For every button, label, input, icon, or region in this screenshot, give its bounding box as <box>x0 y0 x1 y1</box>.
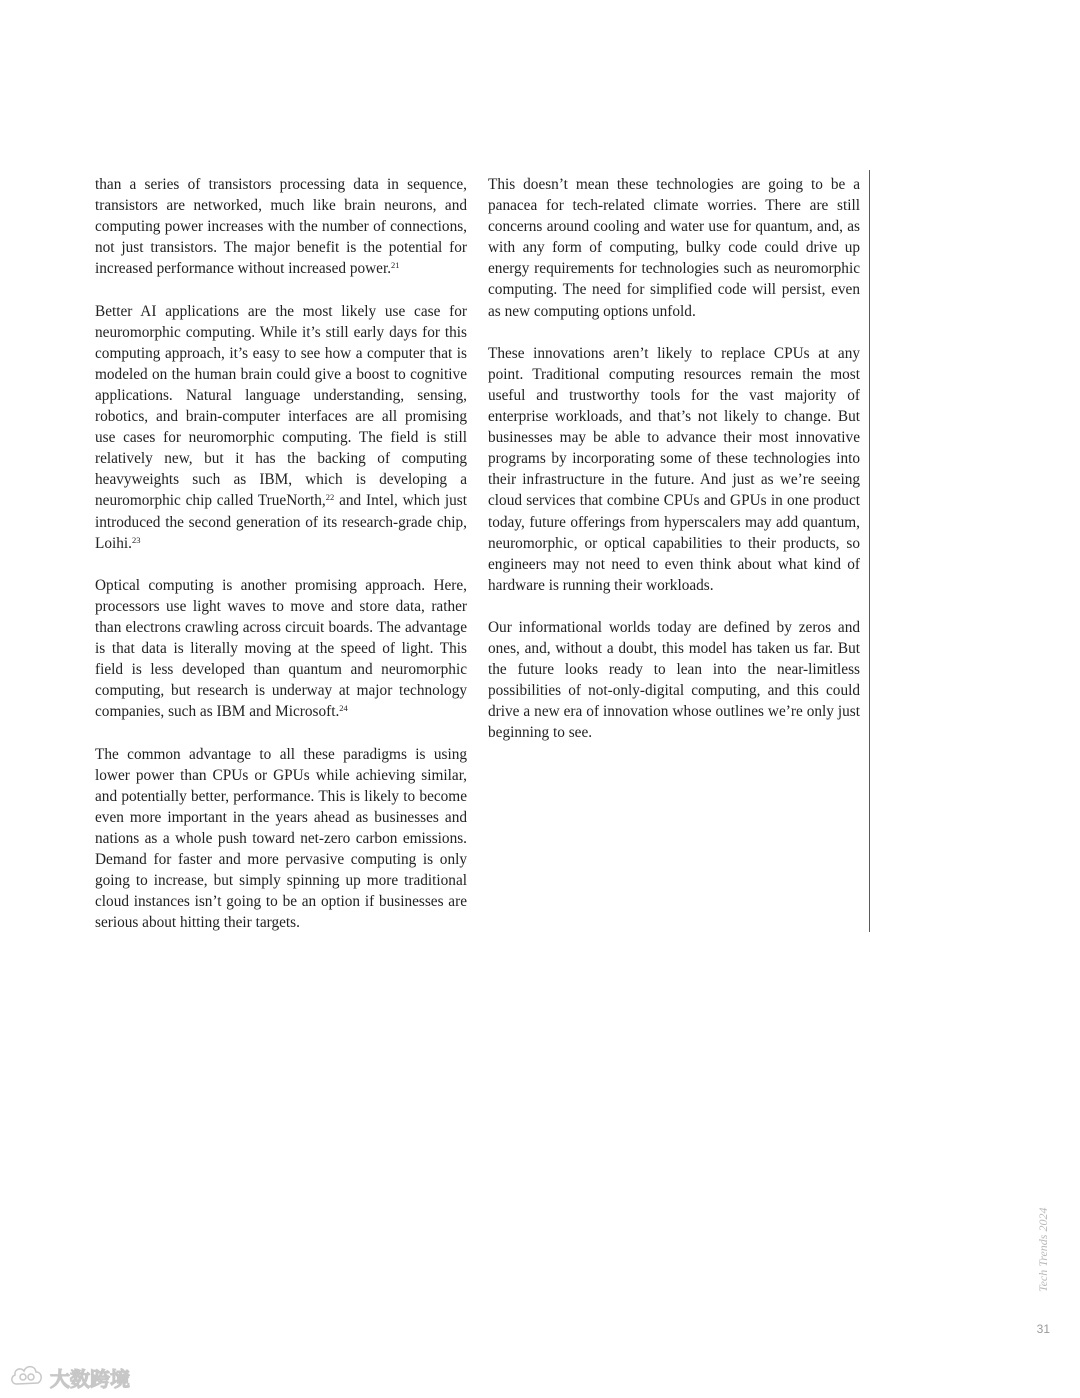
paragraph-optical-computing: Optical computing is another promising approach. Here, processors use light waves to move and store data, rather than electrons crawling across circuit boards. The advantage is that data is literally moving at the speed of light. This field is less developed than quantum and neuromorphic computing, but research is underway at major technology companies, such as IBM and Microsoft.$^{24}$ <box>95 576 467 721</box>
column-rule <box>869 170 870 932</box>
paragraph-ai-applications: Better AI applications are the most likely use case for neuromorphic computing. While it’s still early days for this computing approach, it’s easy to see how a computer that is modeled on the human brain could give a boost to cognitive applications. Natural language understanding, sensing, robotics, and brain-computer interfaces are all promising use cases for neuromorphic computing. The field is still relatively new, but it has the backing of computing heavyweights such as IBM, which is developing a neuromorphic chip called TrueNorth,$^{22}$ and Intel, which just introduced the second generation of its research-grade chip, Loihi.$^{23}$ <box>95 302 467 552</box>
cloud-logo-icon <box>8 1362 46 1393</box>
paragraph-not-panacea: This doesn’t mean these technologies are going to be a panacea for tech-related climate worries. There are still concerns around cooling and water use for quantum, and, as with any form of computing, bulky code could drive up energy requirements for technologies such as neuromorphic computing. The need for simplified code will persist, even as new computing options unfold. <box>488 176 860 320</box>
right-column <box>488 174 860 765</box>
footnote-ref-24[interactable]: 24 <box>339 703 348 714</box>
footnote-ref-23[interactable]: 23 <box>131 534 141 545</box>
paragraph-neuromorphic-intro: than a series of transistors processing data in sequence, transistors are networked, much like brain neurons, and computing power increases with the number of connections, not just transistors. The major benefit is the potential for increased performance without increased power.$^{21}$ <box>95 176 467 278</box>
running-title: Tech Trends 2024 <box>1036 1207 1050 1292</box>
paragraph-innovations-cpus: These innovations aren’t likely to replace CPUs at any point. Traditional computing resources remain the most useful and trustworthy tools for the vast majority of enterprise workloads, and that’s not likely to change. But businesses may be able to advance their most innovative programs by incorporating some of these technologies into their infrastructure in the future. And just as we’re seeing cloud services that combine CPUs and GPUs in one product today, future offerings from hyperscalers may add quantum, neuromorphic, or optical capabilities to their products, so engineers may not need to even think about what kind of hardware is running their workloads. <box>488 344 860 594</box>
footnote-ref-22[interactable]: 22 <box>325 492 335 503</box>
paragraph-informational-worlds: Our informational worlds today are defined by zeros and ones, and, without a doubt, this model has taken us far. But the future looks ready to lean into the near-limitless possibilities of not-only-digital computing, and this could drive a new era of innovation whose outlines we’re only just beginning to see. <box>488 618 860 742</box>
left-column <box>95 174 467 954</box>
watermark <box>8 1362 130 1393</box>
watermark-text: 大数跨境 <box>50 1367 130 1391</box>
page-number: 31 <box>1036 1322 1050 1336</box>
footnote-ref-21[interactable]: 21 <box>391 260 400 271</box>
paragraph-common-advantage: The common advantage to all these paradigms is using lower power than CPUs or GPUs while achieving similar, and potentially better, performance. This is likely to become even more important in the years ahead as businesses and nations as a whole push toward net-zero carbon emissions. Demand for faster and more pervasive computing is only going to increase, but simply spinning up more traditional cloud instances isn’t going to be an option if businesses are serious about hitting their targets. <box>95 745 467 932</box>
